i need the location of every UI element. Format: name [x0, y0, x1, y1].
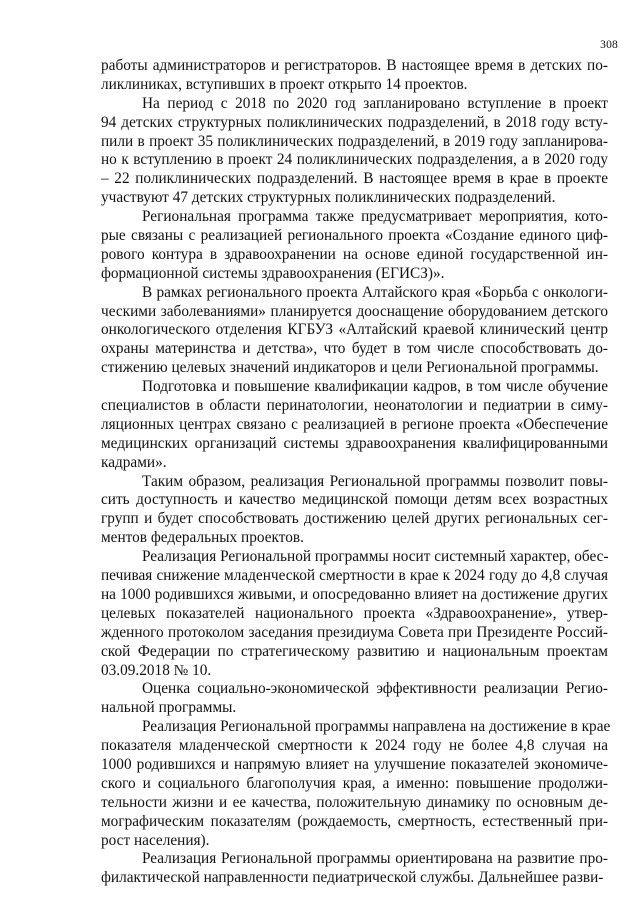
page-number: 308	[600, 39, 618, 51]
paragraph	[101, 284, 608, 378]
text-line: охраны материнства и детства», что будет в том числе способствовать до-	[101, 340, 608, 358]
text-line: Оценка социально-экономической эффективности реализации Регио-	[142, 680, 608, 698]
text-line: 03.09.2018 № 10.	[101, 661, 212, 679]
text-line: рост населения).	[101, 831, 210, 849]
text-line: Реализация Региональной программы носит системный характер, обес-	[142, 548, 609, 566]
text-line: Реализация Региональной программы ориентирована на развитие про-	[142, 850, 608, 868]
text-line: Реализация Региональной программы направлена на достижение в крае	[142, 718, 611, 736]
text-line: онкологического отделения КГБУЗ «Алтайский краевой клинический центр	[101, 321, 608, 339]
text-line: печивая снижение младенческой смертности в крае к 2024 году до 4,8 случая	[101, 567, 608, 585]
text-line: участвуют 47 детских структурных поликлинических подразделений.	[101, 189, 556, 207]
text-line: В рамках регионального проекта Алтайского края «Борьба с онкологи-	[142, 283, 608, 301]
text-line: – 22 поликлинических подразделений. В настоящее время в крае в проекте	[101, 170, 608, 188]
text-line: рового контура в здравоохранении на основе единой государственной ин-	[101, 245, 608, 263]
paragraph	[101, 718, 611, 850]
text-line: филактической направленности педиатрической службы. Дальнейшее разви-	[101, 869, 604, 887]
text-line: целевых показателей национального проекта «Здравоохранение», утвер-	[101, 604, 608, 622]
text-line: На период с 2018 по 2020 год запланировано вступление в проект	[142, 94, 608, 112]
text-line: пили в проект 35 поликлинических подразделений, в 2019 году запланирова-	[101, 132, 608, 150]
text-line: ской Федерации по стратегическому развитию и национальным проектам	[101, 642, 608, 660]
paragraph	[101, 57, 608, 95]
paragraph	[101, 680, 608, 718]
text-line: кадрами».	[101, 453, 167, 471]
text-line: показателя младенческой смертности к 2024 году не более 4,8 случая на	[101, 737, 608, 755]
text-line: медицинских организаций системы здравоохранения квалифицированными	[101, 434, 608, 452]
text-line: жденного протоколом заседания президиума Совета при Президенте Россий-	[101, 623, 608, 641]
text-line: но к вступлению в проект 24 поликлинических подразделения, а в 2020 году	[101, 151, 608, 169]
text-line: мографическим показателям (рождаемость, смертность, естественный при-	[101, 812, 608, 830]
text-line: ческими заболеваниями» планируется дооснащение оборудованием детского	[101, 302, 608, 320]
text-line: ского и социального благополучия края, а именно: повышение продолжи-	[101, 774, 608, 792]
text-line: работы администраторов и регистраторов. В настоящее время в детских по-	[101, 57, 608, 74]
text-line: 94 детских структурных поликлинических подразделений, в 2018 году всту-	[101, 113, 608, 131]
document-body	[101, 57, 611, 888]
text-line: ментов федеральных проектов.	[101, 529, 304, 547]
text-line: ляционных центрах связано с реализацией в регионе проекта «Обеспечение	[101, 415, 608, 433]
paragraph	[101, 473, 608, 549]
paragraph	[101, 378, 608, 472]
text-line: тельности жизни и ее качества, положительную динамику по основным де-	[101, 793, 608, 811]
paragraph	[101, 850, 608, 888]
paragraph	[101, 208, 608, 284]
text-line: на 1000 родившихся живыми, и опосредованно влияет на достижение других	[101, 585, 608, 603]
text-line: стижению целевых значений индикаторов и цели Региональной программы.	[101, 359, 599, 377]
paragraph	[101, 95, 608, 208]
text-line: сить доступность и качество медицинской помощи детям всех возрастных	[101, 491, 608, 509]
text-line: специалистов в области перинатологии, неонатологии и педиатрии в симу-	[101, 397, 608, 415]
text-line: 1000 родившихся и напрямую влияет на улучшение показателей экономиче-	[101, 755, 608, 773]
text-line: формационной системы здравоохранения (ЕГИСЗ)».	[101, 264, 445, 282]
text-line: Подготовка и повышение квалификации кадров, в том числе обучение	[142, 378, 608, 396]
paragraph	[101, 548, 608, 680]
text-line: Региональная программа также предусматривает мероприятия, кото-	[142, 208, 608, 226]
text-line: групп и будет способствовать достижению целей других региональных сег-	[101, 510, 608, 528]
text-line: Таким образом, реализация Региональной программы позволит повы-	[142, 472, 608, 490]
text-line: нальной программы.	[101, 699, 237, 717]
text-line: ликлиниках, вступивших в проект открыто 14 проектов.	[101, 75, 468, 93]
text-line: рые связаны с реализацией регионального проекта «Создание единого циф-	[101, 227, 608, 245]
